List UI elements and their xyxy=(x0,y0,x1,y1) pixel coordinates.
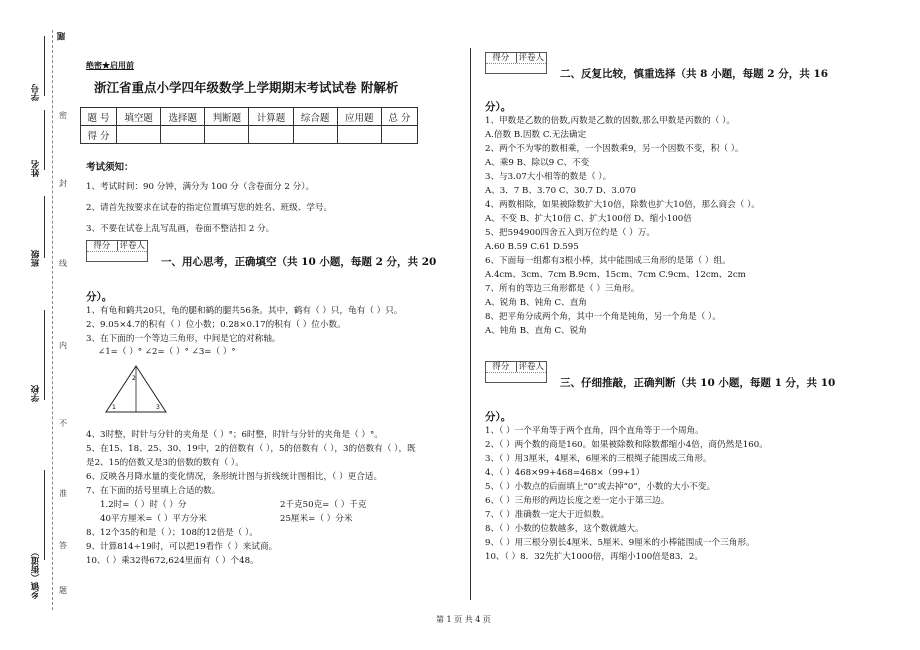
grader-score-label: 得分 xyxy=(486,362,517,372)
angle-label-3: 3 xyxy=(156,404,160,411)
question: 4、3时整，时针与分针的夹角是（ ）°；6时整，时针与分针的夹角是（ ）°。 xyxy=(86,430,383,440)
grader-box-section3 xyxy=(485,361,547,383)
seal-char: 内 xyxy=(59,341,67,350)
score-cell[interactable] xyxy=(249,126,293,144)
question: 10、（ ）乘32得672,624里面有（ ）个48。 xyxy=(86,556,259,566)
score-header-cell: 判断题 xyxy=(205,108,249,126)
column-divider xyxy=(470,48,471,600)
page-number: 第 1 页 共 4 页 xyxy=(436,615,491,624)
question: 1、甲数是乙数的倍数,丙数是乙数的因数,那么甲数是丙数的（ ）。 xyxy=(485,116,735,126)
question-part: 2千克50克=（ ）千克 xyxy=(280,500,367,510)
notice-title: 考试须知： xyxy=(86,162,134,173)
question: 7、所有的等边三角形都是（ ）三角形。 xyxy=(485,284,640,294)
seal-char: 准 xyxy=(59,489,67,498)
binding-dashed-line xyxy=(52,30,53,610)
score-table xyxy=(80,107,418,144)
question: 7、在下面的括号里填上合适的数。 xyxy=(86,486,221,496)
question: 2、（ ）两个数的商是160。如果被除数和除数都缩小4倍，商仍然是160。 xyxy=(485,440,768,450)
score-cell[interactable] xyxy=(337,126,381,144)
options: A、乘9 B、除以9 C、不变 xyxy=(485,158,590,168)
question-part: 1.2时=（ ）时（ ）分 xyxy=(100,500,187,510)
question: 8、把平角分成两个角，其中一个角是钝角，另一个角是（ ）。 xyxy=(485,312,721,322)
options: A、钝角 B、直角 C、锐角 xyxy=(485,326,587,336)
seal-char: 不 xyxy=(59,419,67,428)
options: A.60 B.59 C.61 D.595 xyxy=(485,242,579,252)
grader-name-label: 评卷人 xyxy=(119,241,145,251)
score-cell[interactable] xyxy=(117,126,161,144)
name-field[interactable] xyxy=(44,110,45,170)
section2-title-cont: 分）。 xyxy=(485,101,512,113)
margin-label-student-id: 学号 xyxy=(31,84,41,101)
section3-title-cont: 分）。 xyxy=(485,411,512,423)
angle-blanks: ∠1=（ ）° ∠2=（ ）° ∠3=（ ）° xyxy=(98,347,236,357)
grader-score-label: 得分 xyxy=(486,53,517,63)
options: A.4cm、3cm、7cm B.9cm、15cm、7cm C.9cm、12cm、2cm xyxy=(485,270,746,280)
question: 3、（ ）用3厘米，4厘米，6厘米的三根绳子能围成三角形。 xyxy=(485,454,712,464)
score-cell[interactable] xyxy=(381,126,417,144)
question: 2、两个不为零的数相乘，一个因数乘9，另一个因数不变，积（ ）。 xyxy=(485,144,744,154)
question: 8、（ ）小数的位数越多，这个数就越大。 xyxy=(485,524,644,534)
question: 1、有龟和鹤共20只，龟的腿和鹤的腿共56条。其中，鹤有（ ）只，龟有（ ）只。 xyxy=(86,306,403,316)
question: 2、9.05×4.7的积有（ ）位小数；0.28×0.17的积有（ ）位小数。 xyxy=(86,320,346,330)
score-header-cell: 填空题 xyxy=(117,108,161,126)
margin-label-township: 乡镇（街道） xyxy=(31,548,41,599)
section2-title: 二、反复比较，慎重选择（共 8 小题，每题 2 分，共 16 xyxy=(560,68,829,80)
options: A、锐角 B、钝角 C、直角 xyxy=(485,298,587,308)
question: 4、（ ）468×99+468=468×（99+1） xyxy=(485,468,645,478)
score-cell[interactable] xyxy=(205,126,249,144)
angle-label-1: 1 xyxy=(112,404,116,411)
grader-box-section2 xyxy=(485,52,547,74)
score-cell[interactable] xyxy=(293,126,337,144)
seal-char: 题 xyxy=(59,586,67,595)
score-header-cell: 综合题 xyxy=(293,108,337,126)
question: 9、（ ）用三根分别长4厘米、5厘米、9厘米的小棒能围成一个三角形。 xyxy=(485,538,755,548)
options: A.倍数 B.因数 C.无法确定 xyxy=(485,130,587,140)
score-row-label: 得 分 xyxy=(81,126,117,144)
section3-title: 三、仔细推敲，正确判断（共 10 小题，每题 1 分，共 10 xyxy=(560,377,836,389)
score-table-header-row xyxy=(81,108,418,126)
secret-tag: 绝密★启用前 xyxy=(86,60,134,70)
question: 5、在15、18、25、30、19中，2的倍数有（ ），5的倍数有（ ），3的倍数有（ ），既 xyxy=(86,444,416,454)
question: 5、（ ）小数点的后面填上“0”或去掉“0”，小数的大小不变。 xyxy=(485,482,716,492)
options: A、3．7 B、3.70 C、30.7 D、3.070 xyxy=(485,186,636,196)
score-header-cell: 选择题 xyxy=(161,108,205,126)
question: 3、与3.07大小相等的数是（ ）。 xyxy=(485,172,612,182)
school-field[interactable] xyxy=(44,310,45,400)
question-part: 40平方厘米=（ ）平方分米 xyxy=(100,514,207,524)
question: 8、12个35的和是（ ）；108的12倍是（ ）。 xyxy=(86,528,258,538)
score-cell[interactable] xyxy=(161,126,205,144)
score-table-score-row xyxy=(81,126,418,144)
grader-name-label: 评卷人 xyxy=(518,362,544,372)
question: 6、反映各月降水量的变化情况，条形统计图与折线统计图相比，（ ）更合适。 xyxy=(86,472,383,482)
score-header-cell: 计算题 xyxy=(249,108,293,126)
page-title: 浙江省重点小学四年级数学上学期期末考试试卷 附解析 xyxy=(94,80,399,95)
margin-label-class: 班级 xyxy=(31,250,41,267)
student-id-field[interactable] xyxy=(44,36,45,96)
question: 1、（ ）一个平角等于两个直角，四个直角等于一个周角。 xyxy=(485,426,704,436)
grader-score-label: 得分 xyxy=(87,241,118,251)
seal-char: 密 xyxy=(59,111,67,120)
notice-item: 2、请首先按要求在试卷的指定位置填写您的姓名、班级、学号。 xyxy=(86,203,333,213)
question: 3、在下面的一个等边三角形，中间是它的对称轴。 xyxy=(86,334,281,344)
question: 是2、15的倍数又是3的倍数的数有（ ）。 xyxy=(86,458,244,468)
score-header-cell: 题 号 xyxy=(81,108,117,126)
equilateral-triangle-figure xyxy=(98,362,174,416)
margin-label-ti: 题 xyxy=(57,32,67,41)
question: 9、计算814÷19时，可以把19看作（ ）来试商。 xyxy=(86,542,278,552)
grader-box-section1 xyxy=(86,240,148,262)
question: 4、两数相除，如果被除数扩大10倍，除数也扩大10倍，那么商会（ ）。 xyxy=(485,200,760,210)
question: 5、把594900四舍五入到万位约是（ ）万。 xyxy=(485,228,655,238)
seal-char: 答 xyxy=(59,541,67,550)
margin-label-name: 姓名 xyxy=(31,160,41,177)
margin-label-school: 学校 xyxy=(31,385,41,402)
section1-title-cont: 分）。 xyxy=(86,291,113,303)
class-field[interactable] xyxy=(44,196,45,258)
seal-char: 线 xyxy=(59,259,67,268)
seal-char: 封 xyxy=(59,179,67,188)
question: 10、（ ）8．32先扩大1000倍，再缩小100倍是83．2。 xyxy=(485,552,703,562)
question: 6、（ ）三角形的两边长度之差一定小于第三边。 xyxy=(485,496,670,506)
township-field[interactable] xyxy=(44,470,45,560)
grader-name-label: 评卷人 xyxy=(518,53,544,63)
notice-item: 1、考试时间：90 分钟，满分为 100 分（含卷面分 2 分）。 xyxy=(86,182,315,192)
score-header-cell: 应用题 xyxy=(337,108,381,126)
section1-title: 一、用心思考，正确填空（共 10 小题，每题 2 分，共 20 xyxy=(161,256,437,268)
question-part: 25厘米=（ ）分米 xyxy=(280,514,353,524)
notice-item: 3、不要在试卷上乱写乱画，卷面不整洁扣 2 分。 xyxy=(86,224,275,234)
options: A、不变 B、扩大10倍 C、扩大100倍 D、缩小100倍 xyxy=(485,214,692,224)
question: 7、（ ）准确数一定大于近似数。 xyxy=(485,510,610,520)
score-header-cell: 总 分 xyxy=(381,108,417,126)
question: 6、下面每一组都有3根小棒，其中能围成三角形的是第（ ）组。 xyxy=(485,256,731,266)
angle-label-2: 2 xyxy=(132,375,136,382)
